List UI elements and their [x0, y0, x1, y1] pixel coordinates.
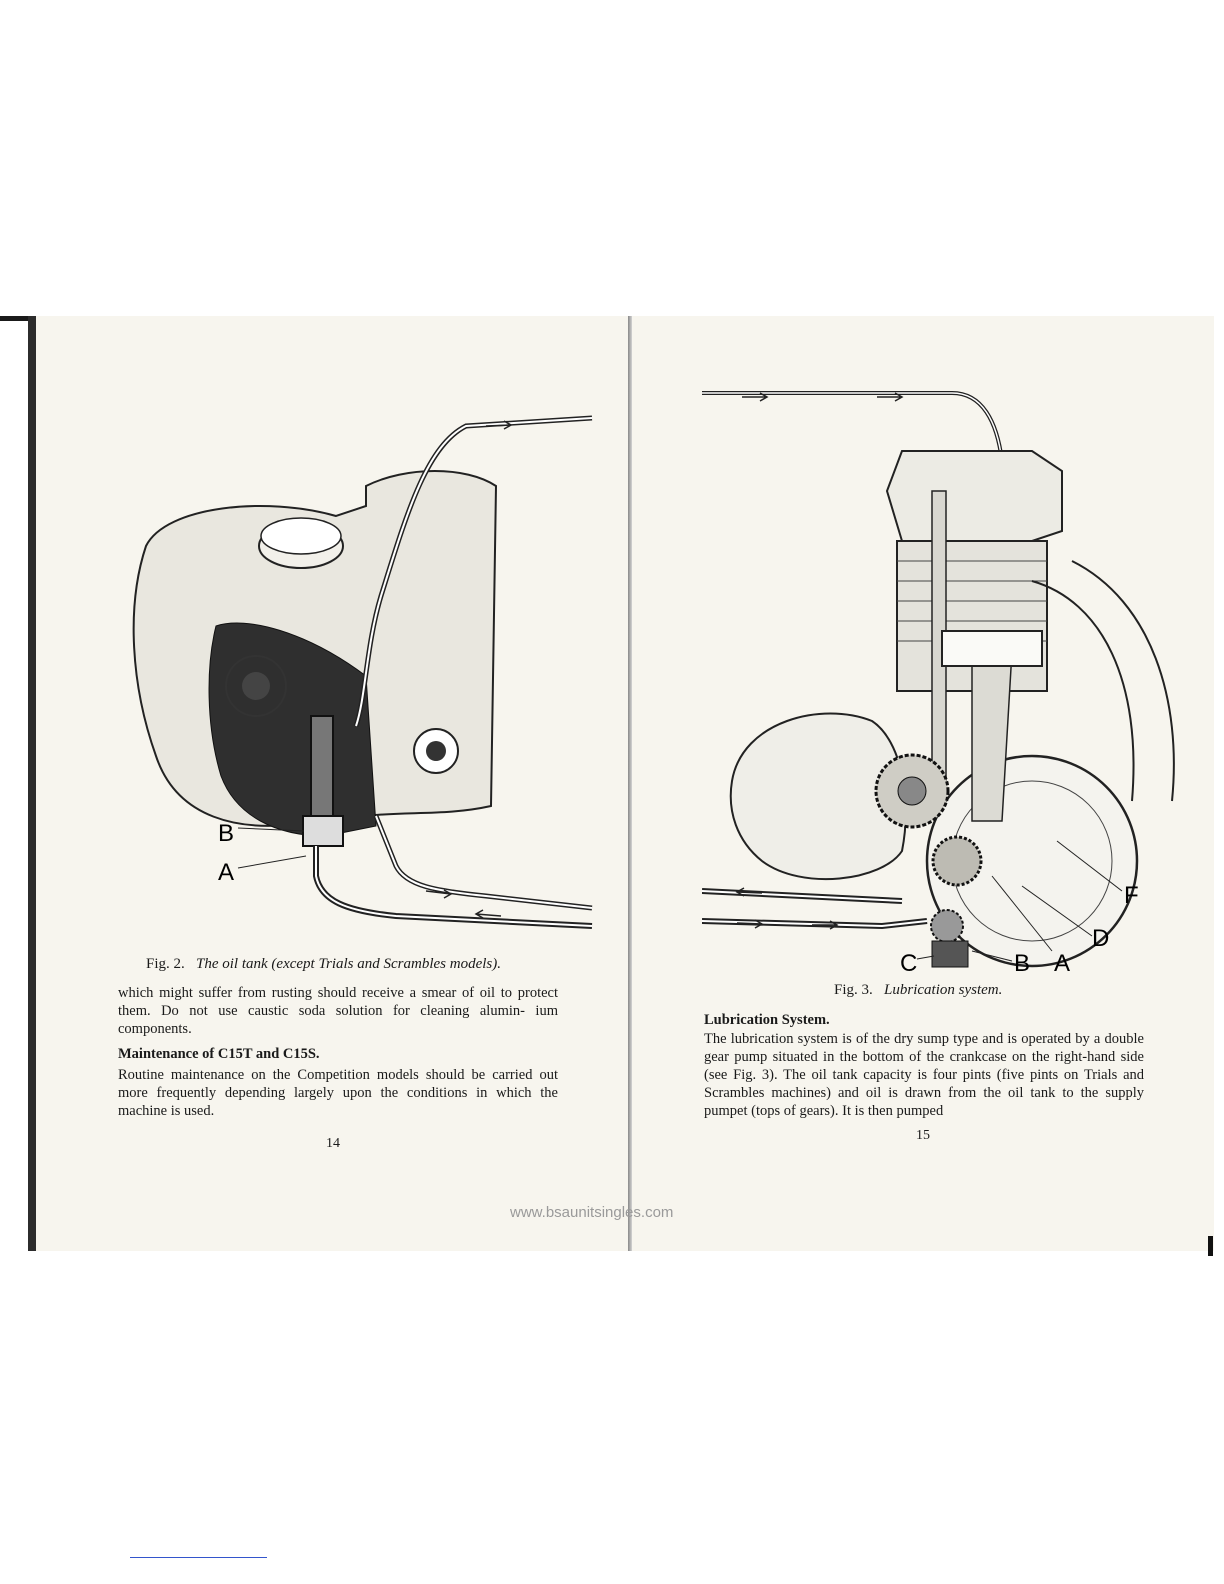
footer-link-underline: [130, 1557, 267, 1558]
lubrication-system-figure: [702, 381, 1202, 971]
label-a: A: [218, 859, 235, 886]
label-f: F: [1124, 882, 1139, 909]
figure-2-caption: [146, 956, 501, 973]
caption-prefix: Fig. 3.: [834, 982, 873, 998]
filter-element: [311, 716, 333, 826]
heading-lubrication: Lubrication System.: [704, 1012, 830, 1028]
page-number-right: 15: [916, 1128, 930, 1143]
right-page: [632, 316, 1214, 1251]
label-b: B: [1014, 950, 1031, 971]
oil-tank-figure: [106, 396, 636, 956]
oil-pump-gear: [931, 910, 963, 942]
feed-pipe: [316, 846, 592, 926]
flow-arrow: [476, 910, 501, 918]
piston: [942, 631, 1042, 666]
return-lower-pipe: [376, 816, 592, 908]
scan-edge-mark: [1208, 1236, 1213, 1256]
heading-maintenance: Maintenance of C15T and C15S.: [118, 1046, 320, 1062]
watermark: www.bsaunitsingles.com: [510, 1204, 674, 1221]
oil-pump-body: [932, 941, 968, 967]
label-a: A: [1054, 950, 1071, 971]
label-d: D: [1092, 925, 1110, 952]
figure-3-caption: [834, 982, 1002, 999]
page-number-left: 14: [326, 1136, 340, 1151]
label-c: C: [900, 950, 918, 971]
caption-text: Lubrication system.: [884, 982, 1003, 998]
paragraph-maintenance: Routine maintenance on the Competition models should be carried out more frequently depending largely upon the conditions in which the machine is used.: [118, 1067, 558, 1119]
caption-prefix: Fig. 2.: [146, 956, 185, 972]
caption-text: The oil tank (except Trials and Scrambles models).: [196, 956, 501, 972]
paragraph-lubrication: The lubrication system is of the dry sump type and is operated by a double gear pump situated in the bottom of the crankcase on the right-hand side (see Fig. 3). The oil tank capacity is four pints (five pints on Trials and Scrambles machines) and oil is drawn from the oil tank to the supply pumpet (tops of gears). It is then pumped: [704, 1031, 1144, 1119]
pump-gear: [933, 837, 981, 885]
cylinder-head: [887, 451, 1062, 551]
book-spread: [0, 316, 1224, 1251]
paragraph-rusting: which might suffer from rusting should receive a smear of oil to protect them. Do not use caustic soda solution for cleaning alumin- ium components.: [118, 985, 558, 1037]
left-page: [28, 316, 638, 1251]
label-b: B: [218, 820, 235, 847]
